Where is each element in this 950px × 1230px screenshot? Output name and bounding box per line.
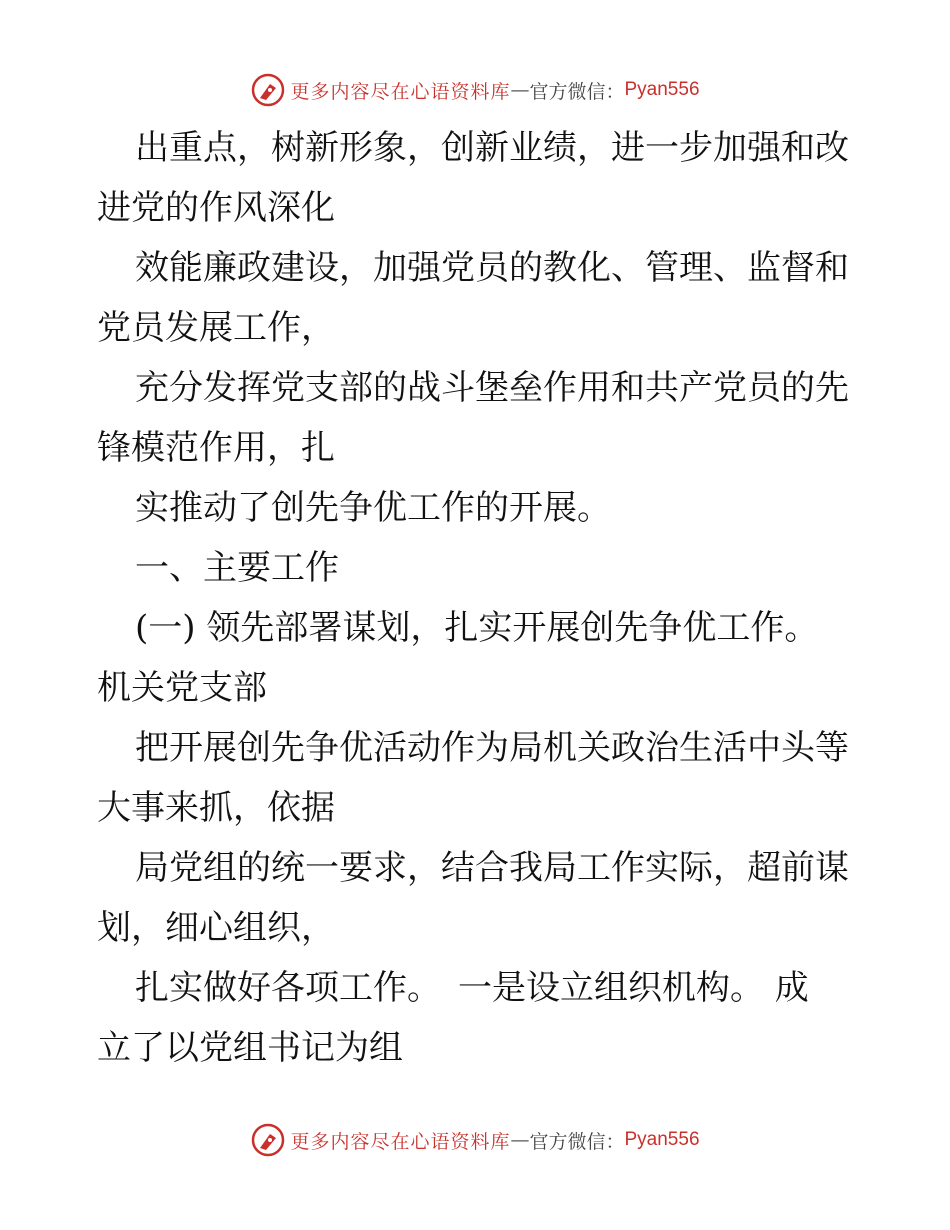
banner-wechat-label: 官方微信：	[529, 1130, 625, 1153]
paragraph-line: 把开展创先争优活动作为局机关政治生活中头等	[135, 728, 849, 768]
paragraph-line: 充分发挥党支部的战斗堡垒作用和共产党员的先	[135, 368, 849, 408]
paragraph-line: 锋模范作用，扎	[97, 428, 335, 468]
paragraph-line: 局党组的统一要求，结合我局工作实际，超前谋	[135, 848, 849, 888]
document-body	[97, 118, 857, 1078]
banner-wechat-id: Pyan556	[624, 79, 700, 100]
pen-nib-logo-icon	[250, 72, 286, 108]
paragraph-line: 划，细心组织，	[97, 908, 335, 948]
paragraph-line: 大事来抓，依据	[97, 788, 335, 828]
paragraph-line: 出重点，树新形象，创新业绩，进一步加强和改	[135, 128, 849, 168]
footer-banner	[0, 1120, 950, 1160]
paragraph-line: 立了以党组书记为组	[97, 1028, 403, 1068]
subsection-heading: (一) 领先部署谋划，扎实开展创先争优工作。	[135, 608, 819, 648]
header-banner	[0, 70, 950, 110]
paragraph-line: 进党的作风深化	[97, 188, 335, 228]
section-heading: 一、主要工作	[135, 548, 339, 588]
paragraph-line: 扎实做好各项工作。 一是设立组织机构。 成	[135, 968, 809, 1008]
paragraph-line: 效能廉政建设，加强党员的教化、管理、监督和	[135, 248, 849, 288]
banner-dash: —	[510, 79, 530, 101]
banner-brand-text: 更多内容尽在心语资料库	[290, 1130, 511, 1153]
banner-wechat-id: Pyan556	[624, 1129, 700, 1150]
paragraph-line: 机关党支部	[97, 668, 267, 708]
banner-dash: —	[510, 1129, 530, 1151]
paragraph-line: 党员发展工作，	[97, 308, 335, 348]
banner-brand-text: 更多内容尽在心语资料库	[290, 80, 511, 103]
banner-wechat-label: 官方微信：	[529, 80, 625, 103]
pen-nib-logo-icon	[250, 1122, 286, 1158]
paragraph-line: 实推动了创先争优工作的开展。	[135, 488, 611, 528]
